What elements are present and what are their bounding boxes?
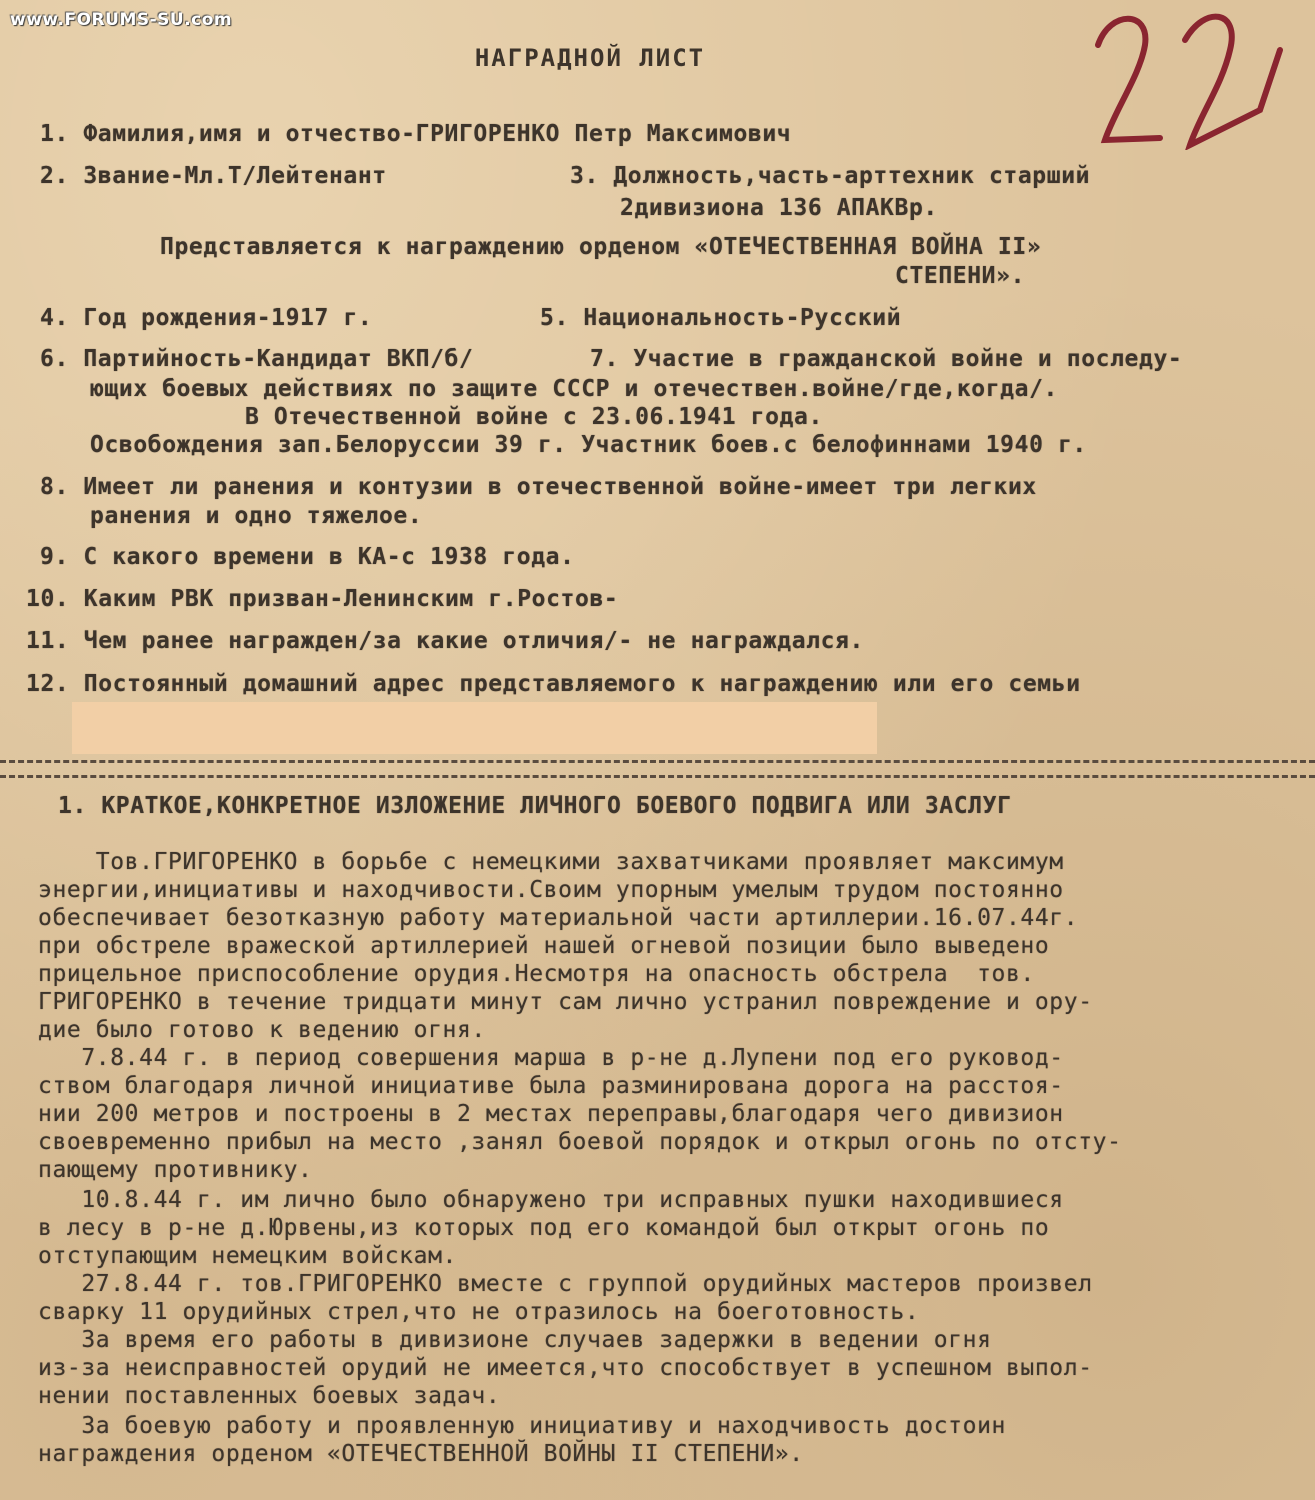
body-line: награждения орденом «ОТЕЧЕСТВЕННОЙ ВОЙНЫ II СТЕПЕНИ». <box>38 1441 804 1467</box>
body-line: За время его работы в дивизионе случаев задержки в ведении огня <box>38 1327 992 1353</box>
forum-watermark: www.FORUMS-SU.com <box>10 10 233 30</box>
body-line: 10.8.44 г. им лично было обнаружено три исправных пушки находившиеся <box>38 1187 1064 1213</box>
body-line: сварку 11 орудийных стрел,что не отразилось на боеготовность. <box>38 1299 920 1325</box>
section-divider <box>0 760 1315 778</box>
field-birth-year: 4. Год рождения-1917 г. <box>40 305 373 331</box>
field-war-participation-cont: ющих боевых действиях по защите СССР и отечествен.войне/где,когда/. <box>90 376 1058 402</box>
redacted-address-block <box>72 702 877 754</box>
body-line: За боевую работу и проявленную инициативу и находчивость достоин <box>38 1413 1006 1439</box>
award-nomination: Представляется к награждению орденом «ОТЕЧЕСТВЕННАЯ ВОЙНА II» <box>160 234 1042 260</box>
section-feat-header: 1. КРАТКОЕ,КОНКРЕТНОЕ ИЗЛОЖЕНИЕ ЛИЧНОГО БОЕВОГО ПОДВИГА ИЛИ ЗАСЛУГ <box>58 793 1012 819</box>
body-line: энергии,инициативы и находчивости.Своим упорным умелым трудом постоянно <box>38 877 1064 903</box>
field-patriotic-war-date: В Отечественной войне с 23.06.1941 года. <box>245 404 823 430</box>
field-full-name: 1. Фамилия,имя и отчество-ГРИГОРЕНКО Петр Максимович <box>40 121 792 147</box>
field-party: 6. Партийность-Кандидат ВКП/б/ <box>40 346 474 372</box>
field-war-participation: 7. Участие в гражданской войне и последу- <box>590 346 1183 372</box>
field-campaigns: Освобождения зап.Белоруссии 39 г. Участник боев.с белофиннами 1940 г. <box>90 432 1087 458</box>
field-draft-office: 10. Каким РВК призван-Ленинским г.Ростов- <box>26 586 619 612</box>
body-line: нии 200 метров и построены в 2 местах переправы,благодаря чего дивизион <box>38 1101 1064 1127</box>
body-line: ством благодаря личной инициативе была разминирована дорога на расстоя- <box>38 1073 1064 1099</box>
body-line: 7.8.44 г. в период совершения марша в р-не д.Лупени под его руковод- <box>38 1045 1064 1071</box>
body-line: при обстреле вражеской артиллерией нашей огневой позиции было выведено <box>38 933 1050 959</box>
handwritten-page-number <box>1090 0 1290 150</box>
body-line: дие было готово к ведению огня. <box>38 1017 486 1043</box>
field-rank: 2. Звание-Мл.Т/Лейтенант <box>40 163 387 189</box>
field-position: 3. Должность,часть-арттехник старший <box>570 163 1091 189</box>
body-line: прицельное приспособление орудия.Несмотря на опасность обстрела тов. <box>38 961 1035 987</box>
body-line: отступающим немецким войскам. <box>38 1243 457 1269</box>
document-title: НАГРАДНОЙ ЛИСТ <box>474 44 706 72</box>
field-unit: 2дивизиона 136 АПАКВр. <box>620 195 938 221</box>
body-line: ГРИГОРЕНКО в течение тридцати минут сам лично устранил повреждение и ору- <box>38 989 1093 1015</box>
body-line: в лесу в р-не д.Юрвены,из которых под его командой был открыт огонь по <box>38 1215 1050 1241</box>
body-line: пающему противнику. <box>38 1157 313 1183</box>
field-service-since: 9. С какого времени в КА-с 1938 года. <box>40 544 575 570</box>
body-line: обеспечивает безотказную работу материальной части артиллерии.16.07.44г. <box>38 905 1079 931</box>
body-line: 27.8.44 г. тов.ГРИГОРЕНКО вместе с группой орудийных мастеров произвел <box>38 1271 1093 1297</box>
field-nationality: 5. Национальность-Русский <box>540 305 902 331</box>
field-wounds-cont: ранения и одно тяжелое. <box>90 503 423 529</box>
body-line: нении поставленных боевых задач. <box>38 1383 501 1409</box>
field-home-address: 12. Постоянный домашний адрес представляемого к награждению или его семьи <box>26 671 1081 697</box>
body-line: Тов.ГРИГОРЕНКО в борьбе с немецкими захватчиками проявляет максимум <box>38 849 1064 875</box>
body-line: своевременно прибыл на место ,занял боевой порядок и открыл огонь по отсту- <box>38 1129 1122 1155</box>
field-previous-awards: 11. Чем ранее награжден/за какие отличия/- не награждался. <box>26 628 864 654</box>
award-nomination-degree: СТЕПЕНИ». <box>895 263 1026 289</box>
body-line: из-за неисправностей орудий не имеется,что способствует в успешном выпол- <box>38 1355 1093 1381</box>
field-wounds: 8. Имеет ли ранения и контузии в отечественной войне-имеет три легких <box>40 474 1037 500</box>
